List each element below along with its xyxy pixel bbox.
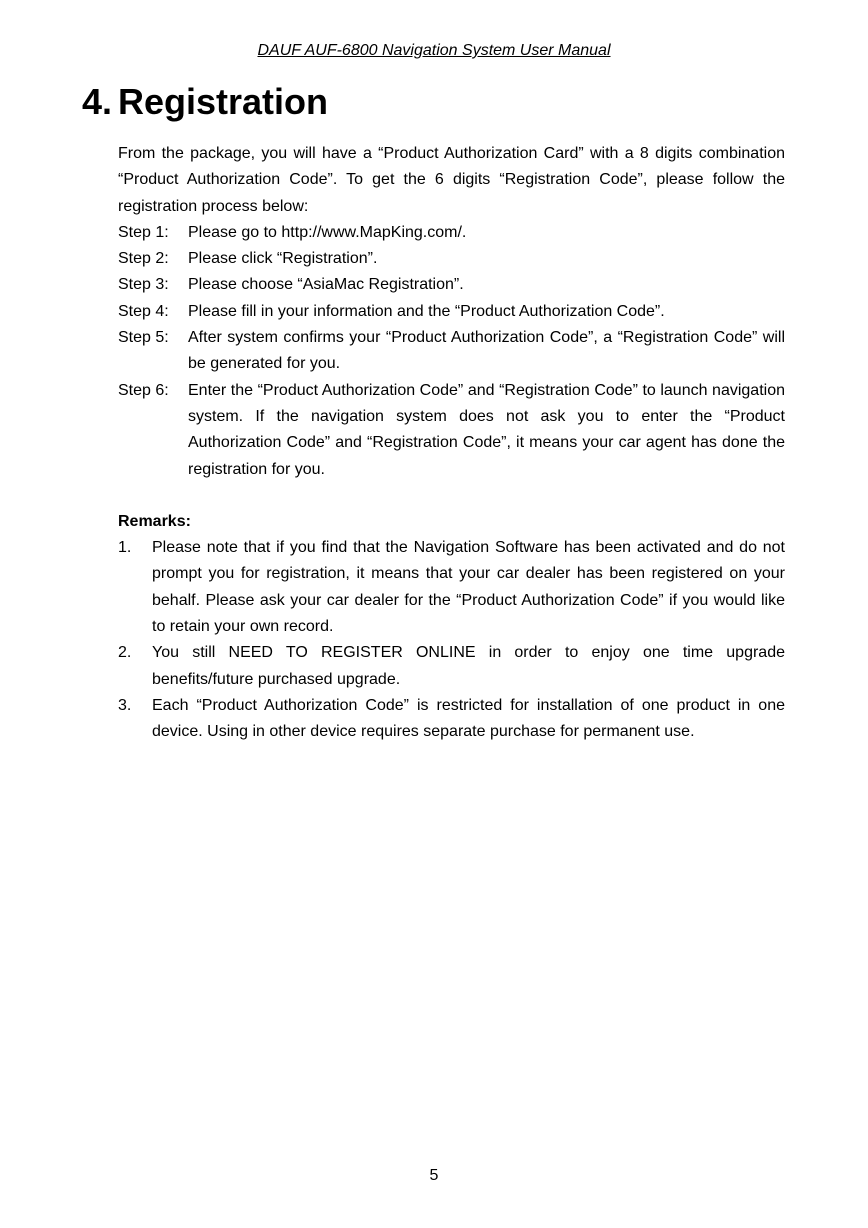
- remark-text: Please note that if you find that the Navigation Software has been activated and do not prompt you for registration, it means that your car dealer has been registered on your behalf. Please ask your car dealer for the “Product Authorization Code” if you would like to retain your own record.: [152, 539, 785, 636]
- remark-number: 3.: [118, 696, 132, 714]
- step-item: [118, 272, 785, 298]
- step-item: [118, 299, 785, 325]
- remark-text: You still NEED TO REGISTER ONLINE in order to enjoy one time upgrade benefits/future purchased upgrade.: [152, 644, 785, 688]
- remark-number: 1.: [118, 539, 132, 557]
- step-text: Please go to http://www.MapKing.com/.: [188, 223, 467, 241]
- step-label: Step 2:: [118, 250, 169, 268]
- remarks-list: [118, 535, 785, 745]
- remark-item: [118, 640, 785, 693]
- remark-number: 2.: [118, 644, 132, 662]
- remark-item: [118, 693, 785, 746]
- remarks-heading: Remarks:: [118, 512, 191, 530]
- step-label: Step 4:: [118, 302, 169, 320]
- step-text: Please choose “AsiaMac Registration”.: [188, 276, 464, 294]
- page-number: 5: [429, 1167, 439, 1184]
- intro-paragraph: From the package, you will have a “Product Authorization Card” with a 8 digits combination “Product Authorization Code”. To get the 6 digits “Registration Code”, please follow the registration process below:: [118, 145, 785, 215]
- remark-item: [118, 535, 785, 640]
- section-number: 4.: [82, 81, 113, 122]
- step-text: Enter the “Product Authorization Code” and “Registration Code” to launch navigation system. If the navigation system does not ask you to enter the “Product Authorization Code” and “Registration Code”, it means your car agent has done the registration for you.: [188, 381, 785, 478]
- section-body: [118, 141, 785, 746]
- step-item: [118, 378, 785, 483]
- step-text: Please fill in your information and the “Product Authorization Code”.: [188, 302, 665, 320]
- step-text: Please click “Registration”.: [188, 250, 378, 268]
- step-item: [118, 246, 785, 272]
- step-item: [118, 220, 785, 246]
- remark-text: Each “Product Authorization Code” is restricted for installation of one product in one device. Using in other device requires separate purchase for permanent use.: [152, 696, 785, 741]
- step-label: Step 3:: [118, 276, 169, 294]
- section-title: [82, 80, 328, 124]
- running-header: DAUF AUF-6800 Navigation System User Manual: [257, 42, 611, 59]
- step-text: After system confirms your “Product Authorization Code”, a “Registration Code” will be generated for you.: [188, 329, 785, 373]
- step-label: Step 1:: [118, 223, 169, 241]
- step-list: [118, 220, 785, 483]
- step-label: Step 5:: [118, 329, 169, 347]
- section-title-text: Registration: [118, 81, 329, 122]
- step-item: [118, 325, 785, 378]
- step-label: Step 6:: [118, 381, 169, 399]
